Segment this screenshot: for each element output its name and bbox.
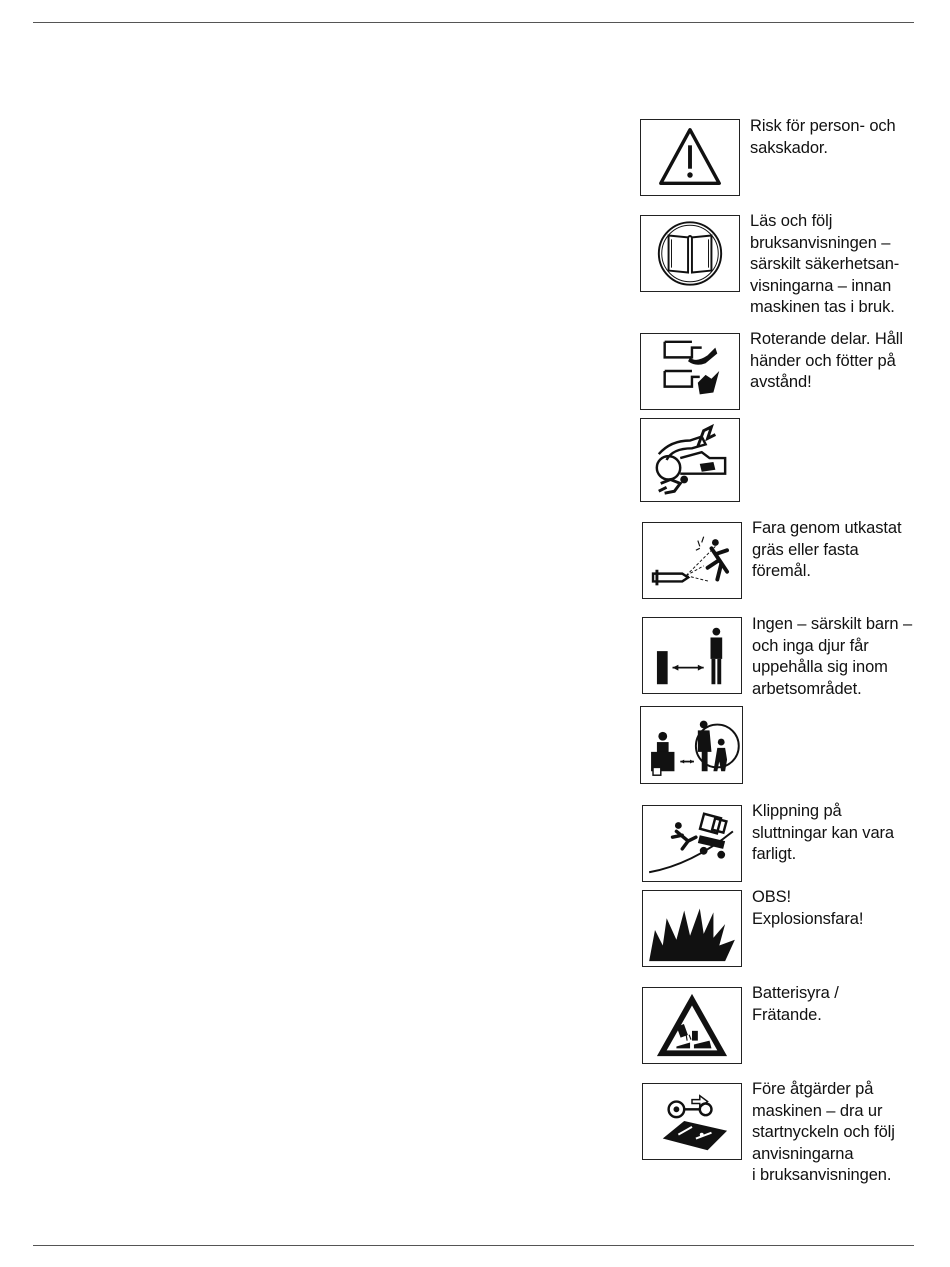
slope-tipping-icon: [642, 805, 742, 882]
keep-children-away-icon: [640, 706, 743, 784]
bottom-rule: [33, 1245, 914, 1246]
symbol-text-risk: Risk för person- och sakskador.: [750, 117, 896, 157]
mower-overrun-icon: [640, 418, 740, 502]
symbol-text-explosion: OBS! Explosionsfara!: [752, 888, 864, 928]
thrown-objects-icon: [642, 522, 742, 599]
symbol-text-distance: Ingen – särskilt barn – och inga djur får uppehålla sig inom arbetsområdet.: [752, 615, 913, 698]
symbol-text-slope: Klippning på sluttningar kan vara farligt.: [752, 802, 894, 863]
symbol-text-battery: Batterisyra / Frätande.: [752, 984, 839, 1024]
top-rule: [33, 22, 914, 23]
symbol-text-manual: Läs och följ bruksanvisningen – särskilt säkerhetsan- visningarna – innan maskinen tas i bruk.: [750, 212, 900, 316]
battery-acid-icon: [642, 987, 742, 1064]
remove-key-icon: [642, 1083, 742, 1160]
symbol-text-thrown: Fara genom utkastat gräs eller fasta föremål.: [752, 519, 902, 580]
warning-triangle-icon: [640, 119, 740, 196]
keep-distance-icon: [642, 617, 742, 694]
read-manual-icon: [640, 215, 740, 292]
explosion-icon: [642, 890, 742, 967]
symbol-text-key: Före åtgärder på maskinen – dra ur startnyckeln och följ anvisningarna i bruksanvisningen.: [752, 1080, 895, 1184]
rotating-blades-icon: [640, 333, 740, 410]
symbol-text-rotating: Roterande delar. Håll händer och fötter på avstånd!: [750, 330, 903, 391]
